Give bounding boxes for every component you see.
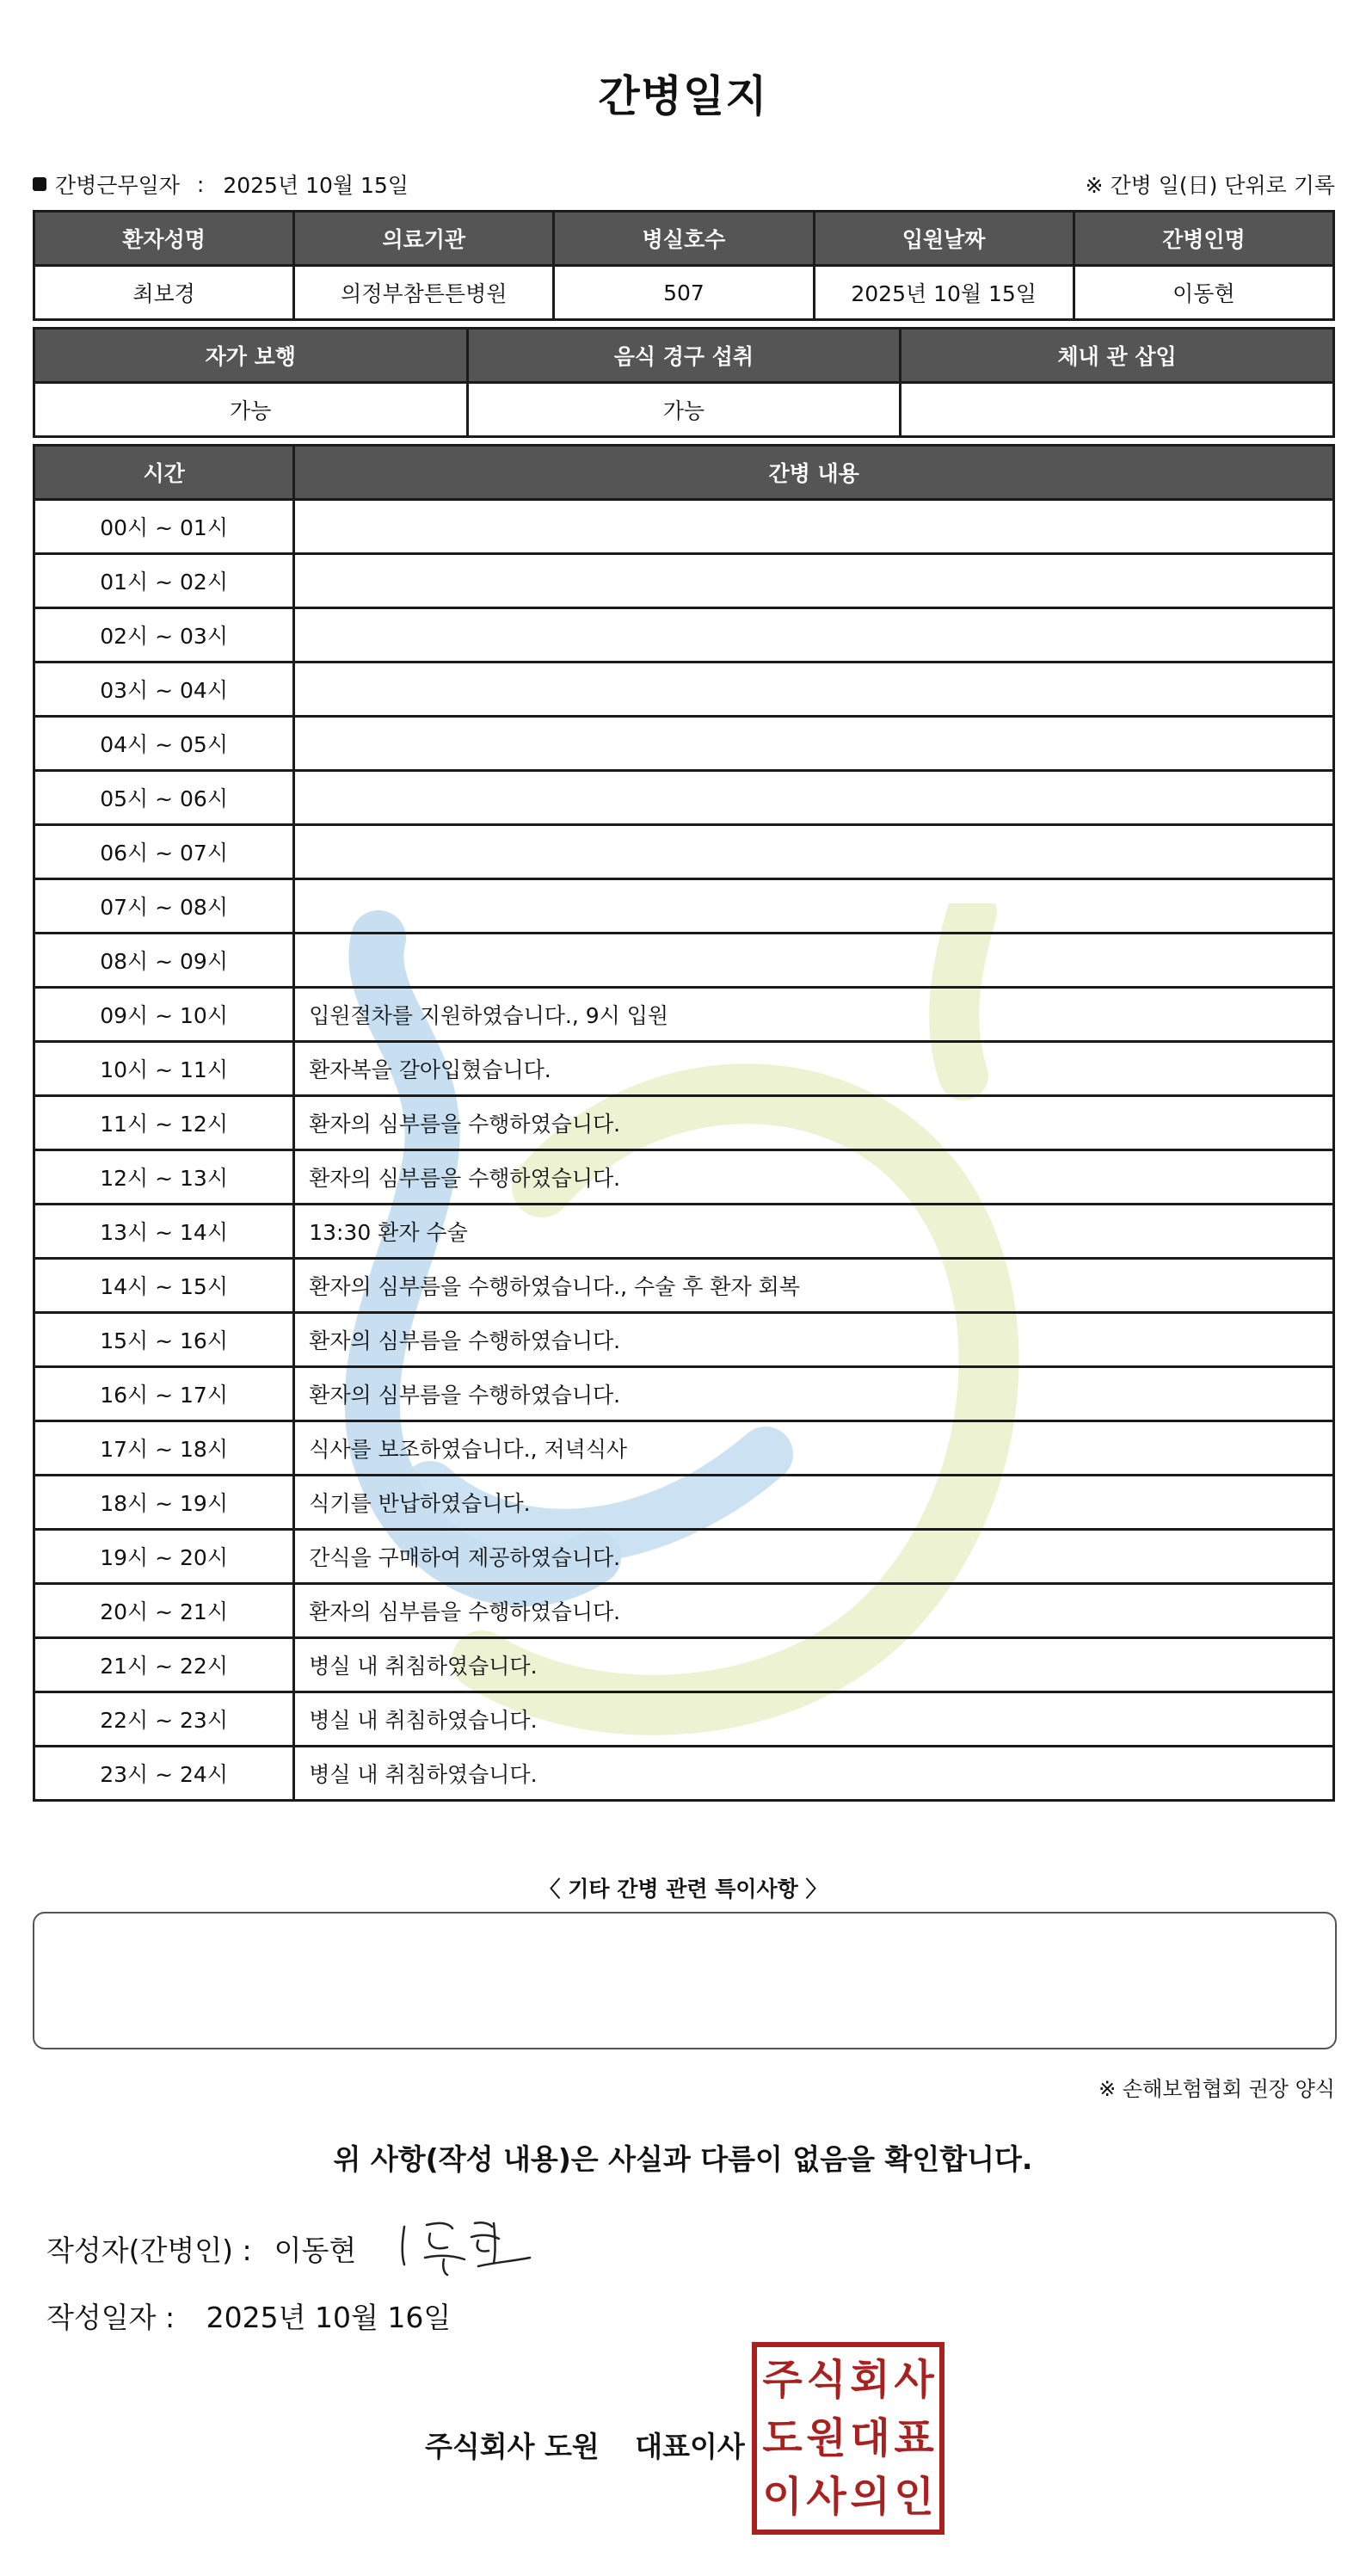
log-time: 15시 ~ 16시 <box>34 1313 294 1367</box>
walking-status: 가능 <box>34 383 468 437</box>
written-date-row <box>46 2296 451 2336</box>
log-time: 13시 ~ 14시 <box>34 1205 294 1259</box>
table-row <box>34 1205 1334 1259</box>
log-note <box>294 608 1334 662</box>
seal-char: 주 <box>762 2356 803 2404</box>
log-note: 간식을 구매하여 제공하였습니다. <box>294 1530 1334 1584</box>
header-care-content: 간병 내용 <box>294 446 1334 500</box>
log-note: 환자의 심부름을 수행하였습니다. <box>294 1367 1334 1421</box>
log-time: 03시 ~ 04시 <box>34 662 294 717</box>
written-date-label: 작성일자 : <box>46 2301 175 2334</box>
status-value-row <box>34 383 1334 437</box>
header-room: 병실호수 <box>554 212 814 266</box>
log-note: 환자의 심부름을 수행하였습니다., 수술 후 환자 회복 <box>294 1259 1334 1313</box>
patient-info-table <box>33 210 1335 321</box>
log-note <box>294 879 1334 934</box>
log-time: 08시 ~ 09시 <box>34 934 294 988</box>
status-header-row <box>34 329 1334 383</box>
writer-row <box>46 2228 356 2269</box>
log-time: 11시 ~ 12시 <box>34 1096 294 1150</box>
table-row <box>34 1421 1334 1476</box>
log-time: 12시 ~ 13시 <box>34 1150 294 1205</box>
patient-info-value-row <box>34 266 1334 320</box>
log-time: 02시 ~ 03시 <box>34 608 294 662</box>
seal-char: 이 <box>762 2473 803 2521</box>
log-time: 09시 ~ 10시 <box>34 988 294 1042</box>
log-note <box>294 500 1334 554</box>
log-time: 19시 ~ 20시 <box>34 1530 294 1584</box>
patient-info-header-row <box>34 212 1334 266</box>
log-note <box>294 717 1334 771</box>
table-row <box>34 1638 1334 1692</box>
table-row <box>34 825 1334 879</box>
table-row <box>34 1313 1334 1367</box>
hospital-name: 의정부참튼튼병원 <box>294 266 554 320</box>
table-row <box>34 1150 1334 1205</box>
log-time: 20시 ~ 21시 <box>34 1584 294 1638</box>
seal-char: 사 <box>806 2473 846 2521</box>
care-log-table <box>33 444 1335 1802</box>
seal-char: 원 <box>806 2414 846 2462</box>
header-walking: 자가 보행 <box>34 329 468 383</box>
header-oral-intake: 음식 경구 섭취 <box>467 329 901 383</box>
log-note <box>294 825 1334 879</box>
log-note: 입원절차를 지원하였습니다., 9시 입원 <box>294 988 1334 1042</box>
work-date-value: 2025년 10월 15일 <box>223 173 409 198</box>
company-representative-title: 대표이사 <box>635 2430 745 2463</box>
log-time: 07시 ~ 08시 <box>34 879 294 934</box>
admission-date: 2025년 10월 15일 <box>814 266 1074 320</box>
header-hospital: 의료기관 <box>294 212 554 266</box>
log-time: 00시 ~ 01시 <box>34 500 294 554</box>
writer-name: 이동현 <box>274 2234 357 2267</box>
unit-note: ※ 간병 일(日) 단위로 기록 <box>1085 173 1335 198</box>
log-time: 10시 ~ 11시 <box>34 1042 294 1096</box>
log-time: 17시 ~ 18시 <box>34 1421 294 1476</box>
log-note <box>294 934 1334 988</box>
room-number: 507 <box>554 266 814 320</box>
seal-char: 인 <box>894 2473 934 2521</box>
header-admission-date: 입원날짜 <box>814 212 1074 266</box>
header-patient-name: 환자성명 <box>34 212 294 266</box>
caregiver-name: 이동현 <box>1074 266 1333 320</box>
company-name: 주식회사 도원 <box>425 2430 600 2463</box>
log-time: 23시 ~ 24시 <box>34 1747 294 1801</box>
seal-char: 대 <box>850 2414 890 2462</box>
work-date-colon: : <box>196 171 205 197</box>
log-note: 환자의 심부름을 수행하였습니다. <box>294 1584 1334 1638</box>
work-date-label: 간병근무일자 <box>55 173 180 198</box>
log-header-row <box>34 446 1334 500</box>
log-note: 식기를 반납하였습니다. <box>294 1476 1334 1530</box>
log-time: 01시 ~ 02시 <box>34 554 294 608</box>
log-note: 환자복을 갈아입혔습니다. <box>294 1042 1334 1096</box>
log-time: 18시 ~ 19시 <box>34 1476 294 1530</box>
log-time: 04시 ~ 05시 <box>34 717 294 771</box>
log-time: 06시 ~ 07시 <box>34 825 294 879</box>
writer-label: 작성자(간병인) : <box>46 2234 252 2267</box>
log-time: 21시 ~ 22시 <box>34 1638 294 1692</box>
log-note <box>294 554 1334 608</box>
table-row <box>34 717 1334 771</box>
header-time: 시간 <box>34 446 294 500</box>
log-note: 병실 내 취침하였습니다. <box>294 1692 1334 1747</box>
log-body <box>34 500 1334 1801</box>
seal-char: 식 <box>806 2356 846 2404</box>
table-row <box>34 608 1334 662</box>
table-row <box>34 988 1334 1042</box>
table-row <box>34 1096 1334 1150</box>
patient-status-table <box>33 327 1335 438</box>
header-tube-insertion: 체내 관 삽입 <box>901 329 1334 383</box>
log-note <box>294 771 1334 825</box>
confirmation-statement: 위 사항(작성 내용)은 사실과 다름이 없음을 확인합니다. <box>333 2142 1033 2176</box>
table-row <box>34 771 1334 825</box>
table-row <box>34 1530 1334 1584</box>
log-note: 환자의 심부름을 수행하였습니다. <box>294 1096 1334 1150</box>
log-time: 14시 ~ 15시 <box>34 1259 294 1313</box>
remarks-title: 〈 기타 간병 관련 특이사항 〉 <box>538 1877 828 1901</box>
log-time: 05시 ~ 06시 <box>34 771 294 825</box>
table-row <box>34 1259 1334 1313</box>
company-seal-stamp <box>752 2342 945 2535</box>
remarks-box <box>33 1912 1337 2049</box>
log-time: 16시 ~ 17시 <box>34 1367 294 1421</box>
log-note: 병실 내 취침하였습니다. <box>294 1638 1334 1692</box>
table-row <box>34 662 1334 717</box>
log-note <box>294 662 1334 717</box>
patient-name: 최보경 <box>34 266 294 320</box>
seal-char: 사 <box>894 2356 934 2404</box>
oral-intake-status: 가능 <box>467 383 901 437</box>
handwritten-signature <box>392 2211 538 2280</box>
table-row <box>34 879 1334 934</box>
square-bullet-icon <box>33 177 46 191</box>
table-row <box>34 1042 1334 1096</box>
seal-char: 도 <box>762 2414 803 2462</box>
log-note: 환자의 심부름을 수행하였습니다. <box>294 1313 1334 1367</box>
log-time: 22시 ~ 23시 <box>34 1692 294 1747</box>
table-row <box>34 500 1334 554</box>
meta-row <box>33 169 1335 198</box>
form-note: ※ 손해보험협회 권장 양식 <box>1098 2077 1335 2101</box>
page-title: 간병일지 <box>598 71 768 121</box>
seal-char: 의 <box>850 2473 890 2521</box>
seal-char: 회 <box>850 2356 890 2404</box>
table-row <box>34 1692 1334 1747</box>
table-row <box>34 1584 1334 1638</box>
seal-char: 표 <box>894 2414 934 2462</box>
table-row <box>34 554 1334 608</box>
table-row <box>34 1367 1334 1421</box>
written-date-value: 2025년 10월 16일 <box>206 2301 452 2334</box>
work-date <box>33 169 409 200</box>
header-caregiver-name: 간병인명 <box>1074 212 1333 266</box>
log-note: 환자의 심부름을 수행하였습니다. <box>294 1150 1334 1205</box>
table-row <box>34 1476 1334 1530</box>
company-signature <box>425 2425 745 2465</box>
log-note: 13:30 환자 수술 <box>294 1205 1334 1259</box>
tube-insertion-status <box>901 383 1334 437</box>
table-row <box>34 1747 1334 1801</box>
log-note: 병실 내 취침하였습니다. <box>294 1747 1334 1801</box>
log-note: 식사를 보조하였습니다., 저녁식사 <box>294 1421 1334 1476</box>
table-row <box>34 934 1334 988</box>
